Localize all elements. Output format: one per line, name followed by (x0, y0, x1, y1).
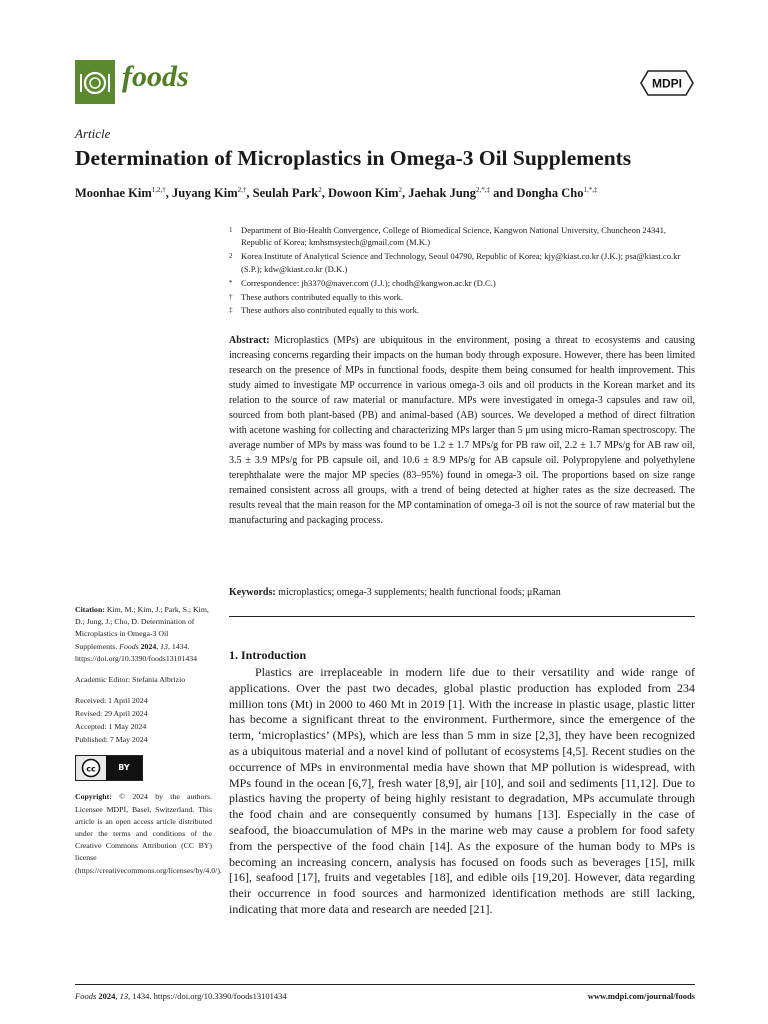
affiliation-mark: * (229, 278, 233, 287)
affiliation-item (229, 250, 697, 275)
footer-citation: Foods 2024, 13, 1434. https://doi.org/10.3390/foods13101434 (75, 991, 287, 1001)
article-type: Article (75, 126, 111, 141)
academic-editor: Academic Editor: Stefania Albrizio (75, 675, 186, 685)
author-name: Juyang Kim (171, 186, 238, 201)
date-received: Received: 1 April 2024 (75, 696, 148, 706)
intro-body (229, 665, 695, 918)
abstract-text: Microplastics (MPs) are ubiquitous in the environment, posing a threat to ecosystems and causing increasing concerns regarding their impacts on the human body through exposure. However, there has been limited research on the presence of MPs in functional foods, despite them being consumed for health improvement. This study aimed to investigate MP occurrence in various omega-3 oils and oil products in the Korean market and its relation to the source of raw material or manufacture. MPs were investigated in omega-3 capsules and raw oil, sourced from both plant-based (PB) and animal-based (AB) sources. We developed a method of direct filtration with acetone washing for collecting and characterizing MPs larger than 5 μm using micro-Raman spectroscopy. The average number of MPs by mass was found to be 1.2 ± 1.7 MPs/g for PB raw oil, 2.2 ± 1.7 MPs/g for AB raw oil, 3.5 ± 3.9 MPs/g for PB capsule oil, and 10.6 ± 8.9 MPs/g for AB capsule oil. Polypropylene and polyethylene terephthalate were the major MP species (83–95%) found in omega-3 oil. The proportions based on size range remained consistent across all groups, with a trend of being detected at higher rates as the size decreased. The results reveal that the main reason for the MP contamination of omega-3 oil is not the source of raw material but the manufacturing and packaging process. (229, 335, 696, 526)
intro-paragraph: Plastics are irreplaceable in modern life due to their versatility and wide range of applications. Over the past two decades, global plastic production has exploded from 234 million tons (Mt) in 2000 to 460 Mt in 2019 [1]. With the increase in plastic usage, plastic litter has become a significant threat to the environment. Furthermore, since the emergence of the term, ‘microplastics’ (MPs), which are less than 5 mm in size [2,3], they have been recognized as a ubiquitous material and a novel kind of pollutant of ecosystems [4,5]. Recent studies on the occurrence of MPs in environmental media have shown that MP pollution is widespread, with MPs found in the ocean [6,7], fresh water [8,9], air [10], and soil and sediments [11,12]. Due to plastics having the property of being highly resistant to degradation, MPs accumulate through the food chain and are consequently consumed by humans [13]. Especially in the case of seafood, the bioaccumulation of MPs in the marine web may cause a problem for food safety from the perspective of the food chain [14]. As the exposure of the human body to MPs is becoming an increasing concern, analysis has focused on foods such as beverages [15], milk [16], seafood [17], fruits and vegetables [18], and edible oils [19,20]. However, data regarding their occurrence in food sources and harmonized identification methods are still lacking, indicating that more data and research are needed [21]. (229, 665, 695, 916)
affiliation-item (229, 224, 697, 249)
footer-divider (75, 984, 695, 985)
affiliation-mark: † (229, 292, 233, 301)
affiliation-text: Korea Institute of Analytical Science and Technology, Seoul 04790, Republic of Korea; kjy@kiast.co.kr (J.K.); psa@kiast.co.kr (S.P.); kdw@kiast.co.kr (D.K.) (241, 251, 681, 274)
author-list: Moonhae Kim$^{1,2,\dagger}$, Juyang Kim$^{2,\dagger}$, Seulah Park$^2$, Dowoon Kim$^2$, Jaehak Jung$^{2,*,\ddagger}$ and Dongha Cho$^{1,*,\ddagger}$ (75, 186, 598, 201)
publisher-name: MDPI (652, 76, 682, 91)
author-name: Dongha Cho (516, 186, 584, 201)
svg-text:cc: cc (86, 764, 96, 774)
abstract-label: Abstract: (229, 335, 270, 346)
affiliation-mark: 2 (229, 252, 233, 261)
publisher-logo (640, 70, 694, 96)
cc-by-label: BY (106, 756, 142, 780)
keywords (229, 585, 695, 600)
author-affil-mark: 2,*,‡ (476, 186, 490, 194)
author-name: Jaehak Jung (408, 186, 476, 201)
citation: Citation: Kim, M.; Kim, J.; Park, S.; Kim, D.; Jung, J.; Cho, D. Determination of Microplastics in Omega-3 Oil Supplements. Foods 2024, 13, 1434. https://doi.org/10.3390/foods13101434 (75, 605, 209, 663)
date-accepted: Accepted: 1 May 2024 (75, 721, 147, 731)
keywords-text: microplastics; omega-3 supplements; health functional foods; μRaman (278, 587, 561, 598)
dates (75, 695, 212, 746)
affiliation-text: These authors contributed equally to this work. (241, 291, 404, 302)
author-affil-mark: 2 (398, 186, 403, 194)
copyright-label: Copyright: (75, 792, 112, 802)
date-revised: Revised: 29 April 2024 (75, 709, 148, 719)
cc-icon (76, 756, 106, 780)
author-affil-mark: 1,2,† (151, 186, 166, 194)
copyright (75, 791, 222, 876)
author-affil-mark: 2 (318, 186, 322, 194)
section-heading: 1. Introduction (229, 648, 307, 662)
copyright-text: © 2024 by the authors. Licensee MDPI, Basel, Switzerland. This article is an open access article distributed under the terms and conditions of the Creative Commons Attribution (CC BY) license (https://creativecommons.org/licenses/by/4.0/). (75, 792, 222, 875)
author-name: Seulah Park (252, 186, 319, 201)
affiliation-mark: 1 (229, 226, 233, 234)
affiliation-item (229, 291, 697, 303)
keywords-label: Keywords: (229, 587, 276, 598)
affiliation-text: Department of Bio-Health Convergence, College of Biomedical Science, Kangwon National University, Chuncheon 24341, Republic of Korea; kmhsmsystech@gmail.com (M.K.) (241, 225, 667, 248)
journal-logo-icon (75, 60, 115, 104)
affiliations (229, 224, 697, 318)
sidebar (75, 604, 222, 877)
footer-journal-url[interactable]: www.mdpi.com/journal/foods (587, 991, 695, 1001)
abstract (229, 333, 695, 528)
page-title: Determination of Microplastics in Omega-3 Oil Supplements (75, 146, 632, 170)
citation-label: Citation: (75, 605, 105, 614)
affiliation-mark: ‡ (229, 306, 233, 315)
author-affil-mark: 2,† (237, 186, 247, 194)
affiliation-text: These authors also contributed equally to this work. (241, 305, 420, 316)
author-name: Dowoon Kim (328, 186, 399, 201)
section-divider (229, 616, 695, 617)
affiliation-item (229, 277, 697, 289)
author-name: Moonhae Kim (75, 186, 152, 201)
author-affil-mark: 1,*,‡ (583, 186, 598, 194)
date-published: Published: 7 May 2024 (75, 734, 148, 744)
affiliation-item (229, 304, 697, 316)
cc-license-badge[interactable] (75, 755, 143, 781)
affiliation-text: Correspondence: jh3370@naver.com (J.J.); chodh@kangwon.ac.kr (D.C.) (241, 277, 496, 288)
journal-name: foods (122, 60, 189, 93)
citation-text: Kim, M.; Kim, J.; Park, S.; Kim, D.; Jung, J.; Cho, D. Determination of Microplastics in Omega-3 Oil Supplements. (75, 605, 209, 651)
